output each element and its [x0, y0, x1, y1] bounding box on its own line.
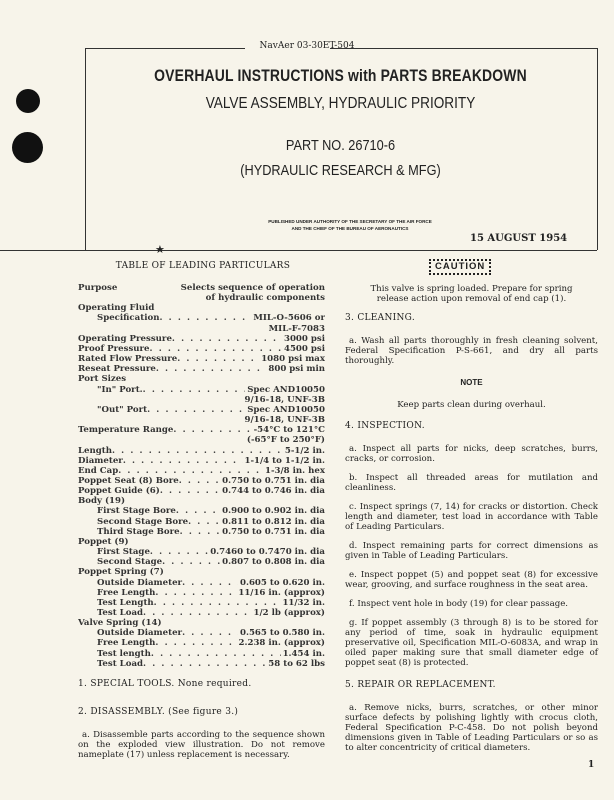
row-label: Length: [78, 445, 112, 456]
table-row: [78, 425, 325, 435]
dot-leader: [151, 649, 281, 659]
row-label: Operating Pressure: [78, 333, 172, 344]
table-title: TABLE OF LEADING PARTICULARS: [115, 261, 291, 271]
row-label: Poppet Seat (8) Bore: [78, 475, 179, 486]
note-label: NOTE: [460, 378, 483, 387]
row-label: Test Load: [97, 658, 144, 669]
row-label: Valve Spring (14): [78, 618, 162, 629]
row-label: Test Load: [97, 608, 144, 618]
row-value: MIL-F-7083: [268, 323, 325, 334]
row-value: 0.807 to 0.808 in. dia: [222, 557, 325, 568]
row-value: 0.7460 to 0.7470 in. dia: [210, 547, 325, 558]
dot-leader: [182, 628, 238, 638]
table-row: [78, 527, 325, 537]
document-subtitle: VALVE ASSEMBLY, HYDRAULIC PRIORITY: [205, 95, 476, 112]
row-label: End Cap: [78, 465, 119, 476]
row-label: Poppet Spring (7): [78, 567, 164, 578]
row-value: 0.605 to 0.620 in.: [239, 577, 325, 588]
table-row: [78, 405, 325, 415]
row-value: 3000 psi: [283, 333, 325, 344]
paragraph: a. Inspect all parts for nicks, deep scratches, burrs, cracks, or corrosion.: [345, 444, 598, 464]
right-column: [345, 284, 598, 753]
row-label: Second Stage Bore: [97, 516, 189, 527]
publication-date: 15 AUGUST 1954: [470, 233, 568, 244]
row-label: Diameter: [78, 455, 123, 466]
dot-leader: [143, 659, 266, 669]
dot-leader: [143, 608, 252, 618]
paragraph: b. Inspect all threaded areas for mutilation and cleanliness.: [345, 473, 598, 493]
row-label: Poppet (9): [78, 536, 129, 547]
table-row: [78, 567, 325, 577]
table-row: [78, 385, 325, 395]
table-row: [78, 496, 325, 506]
row-value: 1-1/4 to 1-1/2 in.: [244, 455, 325, 466]
table-row: [78, 537, 325, 547]
disassembly-section: [78, 707, 325, 760]
row-label: Reseat Pressure: [78, 364, 156, 375]
row-value: of hydraulic components: [205, 293, 325, 304]
table-row: [78, 608, 325, 618]
star-icon: ★: [155, 243, 165, 256]
table-row: [78, 334, 325, 344]
row-value: Spec AND10050: [247, 384, 325, 395]
section-heading: 1. SPECIAL TOOLS. None required.: [78, 679, 252, 689]
divider: [0, 250, 597, 251]
table-row: [78, 313, 325, 323]
dot-leader: [123, 456, 243, 466]
table-row: [78, 374, 325, 384]
row-label: First Stage: [97, 547, 150, 558]
table-row: [78, 486, 325, 496]
table-row: [78, 598, 325, 608]
section-heading: 3. CLEANING.: [345, 313, 416, 323]
row-label: Outside Diameter: [97, 577, 183, 588]
part-number: PART NO. 26710-6: [285, 137, 396, 154]
table-row: [78, 618, 325, 628]
dot-leader: [160, 486, 220, 496]
dot-leader: [150, 547, 208, 557]
row-label: Outside Diameter: [97, 628, 183, 639]
dot-leader: [177, 354, 259, 364]
row-value: Selects sequence of operation: [180, 283, 325, 293]
dot-leader: [143, 385, 246, 395]
table-row: [78, 517, 325, 527]
row-value: 9/16-18, UNF-3B: [244, 394, 325, 405]
table-row: [78, 638, 325, 648]
dot-leader: [162, 557, 220, 567]
table-row: [78, 283, 325, 293]
row-value: 1-3/8 in. hex: [265, 465, 325, 476]
row-label: Port Sizes: [78, 374, 127, 385]
row-label: "In" Port.: [97, 384, 143, 395]
section-heading: 2. DISASSEMBLY. (See figure 3.): [78, 707, 239, 717]
table-row: [78, 476, 325, 486]
table-row: [78, 415, 325, 425]
dot-leader: [159, 313, 251, 323]
caution-text: This valve is spring loaded. Prepare for spring release action upon removal of end cap (1).: [370, 284, 573, 304]
table-row: [78, 456, 325, 466]
note-text: Keep parts clean during overhaul.: [397, 400, 546, 410]
dot-leader: [155, 638, 236, 648]
row-value: 800 psi min: [268, 364, 325, 375]
row-label: Free Length: [97, 638, 156, 649]
row-label: Proof Pressure: [78, 343, 150, 354]
row-value: 9/16-18, UNF-3B: [244, 415, 325, 426]
table-row: [78, 506, 325, 516]
row-label: Operating Fluid: [78, 303, 155, 314]
row-value: 1.454 in.: [282, 648, 325, 659]
paragraph: f. Inspect vent hole in body (19) for clear passage.: [349, 599, 569, 609]
paragraph: d. Inspect remaining parts for correct dimensions as given in Table of Leading Particulars.: [345, 541, 598, 561]
punch-hole: [12, 132, 43, 163]
section-heading: 4. INSPECTION.: [345, 421, 425, 431]
page-number: 1: [588, 760, 595, 770]
table-row: [78, 293, 325, 303]
section-heading: 5. REPAIR OR REPLACEMENT.: [345, 680, 496, 690]
row-label: Purpose: [78, 283, 118, 293]
row-value: 0.750 to 0.751 in. dia: [222, 526, 325, 537]
row-label: Poppet Guide (6): [78, 486, 160, 497]
row-value: 4500 psi: [283, 343, 325, 354]
row-label: Test length: [97, 648, 151, 659]
row-label: Third Stage Bore: [97, 526, 180, 537]
table-row: [78, 547, 325, 557]
dot-leader: [154, 598, 281, 608]
table-row: [78, 324, 325, 334]
row-value: 1/2 lb (approx): [253, 608, 325, 618]
table-row: [78, 649, 325, 659]
row-label: Body (19): [78, 496, 126, 507]
dot-leader: [182, 578, 238, 588]
row-value: 1080 psi max: [261, 354, 325, 365]
publication-line: PUBLISHED UNDER AUTHORITY OF THE SECRETARY OF THE AIR FORCE: [268, 219, 432, 224]
dot-leader: [155, 588, 236, 598]
table-row: [78, 659, 325, 669]
table-row: [78, 344, 325, 354]
paragraph: a. Remove nicks, burrs, scratches, or other minor surface defects by polishing lightly with crocus cloth, Federal Specification P-C-458. Do not polish beyond dimensions given in Table of Leading Particulars or so as to alter concentricity of critical diameters.: [345, 703, 598, 753]
table-row: [78, 303, 325, 313]
row-value: 0.750 to 0.751 in. dia: [222, 475, 325, 486]
paragraph: a. Disassemble parts according to the sequence shown on the exploded view illustration. Do not remove nameplate (17) unless replacement is necessary.: [78, 730, 325, 760]
special-tools-section: [78, 679, 325, 689]
dot-leader: [118, 466, 263, 476]
dot-leader: [150, 344, 282, 354]
row-label: First Stage Bore: [97, 506, 176, 517]
document-number: NavAer 03-30ET-504: [259, 41, 355, 51]
table-row: [78, 466, 325, 476]
row-value: 0.900 to 0.902 in. dia: [222, 506, 325, 517]
row-value: 2.238 in. (approx): [238, 638, 325, 649]
document-title: OVERHAUL INSTRUCTIONS with PARTS BREAKDOWN: [154, 66, 527, 85]
paragraph: g. If poppet assembly (3 through 8) is to be stored for any period of time, soak in hydraulic equipment preservative oil, Specification MIL-O-6083A, and wrap in oiled paper making sure that small diameter edge of poppet seat (8) is protected.: [345, 618, 598, 668]
row-value: 11/16 in. (approx): [238, 587, 325, 598]
row-value: 0.811 to 0.812 in. dia: [222, 516, 325, 527]
row-value: 58 to 62 lbs: [268, 658, 325, 669]
row-value: -54°C to 121°C: [253, 425, 325, 436]
row-value: 0.565 to 0.580 in.: [239, 628, 325, 639]
row-value: 5-1/2 in.: [284, 445, 325, 456]
publication-line: AND THE CHIEF OF THE BUREAU OF AERONAUTICS: [291, 226, 409, 231]
table-row: [78, 395, 325, 405]
row-value: Spec AND10050: [247, 404, 325, 415]
dot-leader: [112, 446, 283, 456]
row-label: Rated Flow Pressure: [78, 354, 178, 365]
paragraph: c. Inspect springs (7, 14) for cracks or distortion. Check length and diameter, test load in accordance with Table of Leading Particulars.: [345, 502, 598, 532]
row-value: MIL-O-5606 or: [253, 313, 325, 324]
dot-leader: [173, 425, 251, 435]
manufacturer: (HYDRAULIC RESEARCH & MFG): [240, 162, 441, 179]
table-row: [78, 435, 325, 445]
row-value: 0.744 to 0.746 in. dia: [222, 486, 325, 497]
row-label: "Out" Port: [97, 404, 148, 415]
dot-leader: [147, 405, 245, 415]
table-row: [78, 578, 325, 588]
row-label: Temperature Range: [78, 425, 174, 436]
row-label: Specification: [97, 313, 160, 324]
dot-leader: [180, 527, 221, 537]
dot-leader: [176, 506, 220, 516]
row-label: Test Length: [97, 597, 154, 608]
paragraph: a. Wash all parts thoroughly in fresh cleaning solvent, Federal Specification P-S-661, and dry all parts thoroughly.: [345, 336, 598, 366]
table-row: [78, 364, 325, 374]
punch-hole: [16, 89, 40, 113]
publication-authority: [200, 218, 500, 232]
paragraph: e. Inspect poppet (5) and poppet seat (8) for excessive wear, grooving, and surface roughness in the seat area.: [345, 570, 598, 590]
table-row: [78, 557, 325, 567]
table-row: [78, 354, 325, 364]
table-row: [78, 628, 325, 638]
row-label: Second Stage: [97, 557, 163, 568]
dot-leader: [172, 334, 282, 344]
row-value: (-65°F to 250°F): [246, 435, 325, 446]
caution-label: CAUTION: [429, 259, 491, 275]
dot-leader: [188, 517, 220, 527]
row-label: Free Length: [97, 587, 156, 598]
table-row: [78, 446, 325, 456]
table-row: [78, 588, 325, 598]
dot-leader: [156, 364, 267, 374]
dot-leader: [179, 476, 220, 486]
row-value: 11/32 in.: [282, 597, 325, 608]
leading-particulars-table: [78, 283, 325, 669]
